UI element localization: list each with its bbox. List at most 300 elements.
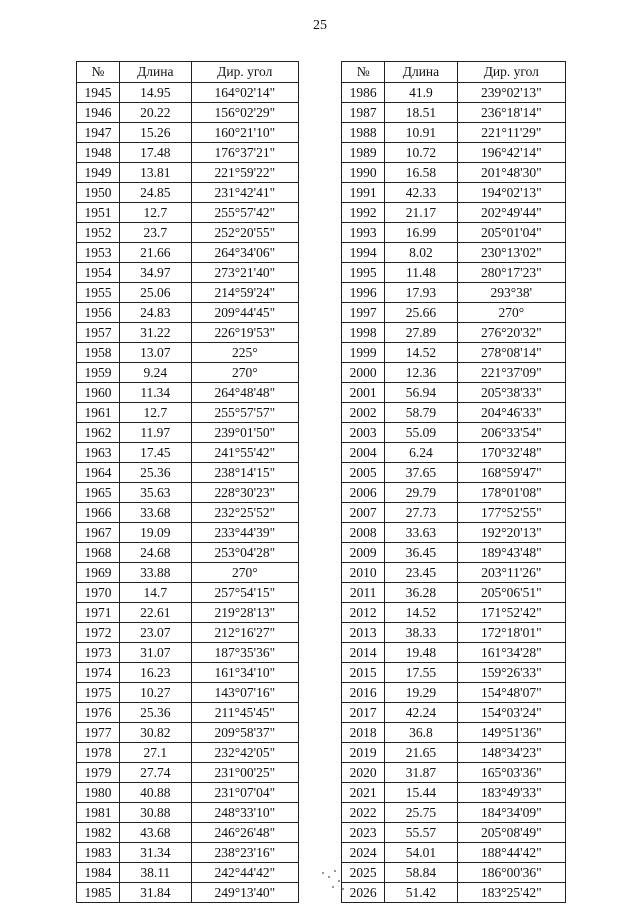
cell-number: 2025 [342,863,385,883]
cell-length: 10.27 [119,683,191,703]
cell-number: 1950 [77,183,120,203]
cell-length: 19.48 [385,643,457,663]
table-row [342,463,566,483]
cell-angle: 205°06'51" [457,583,565,603]
table-row [77,863,299,883]
table-row [77,563,299,583]
cell-number: 1947 [77,123,120,143]
table-row [77,663,299,683]
cell-length: 25.66 [385,303,457,323]
cell-length: 11.48 [385,263,457,283]
table-row [342,143,566,163]
cell-number: 1969 [77,563,120,583]
cell-angle: 196°42'14" [457,143,565,163]
cell-length: 27.89 [385,323,457,343]
cell-number: 1992 [342,203,385,223]
cell-length: 34.97 [119,263,191,283]
column-header-angle: Дир. угол [191,62,298,83]
cell-length: 13.81 [119,163,191,183]
cell-number: 1972 [77,623,120,643]
cell-length: 14.7 [119,583,191,603]
cell-number: 1956 [77,303,120,323]
cell-length: 12.7 [119,203,191,223]
table-row [77,583,299,603]
table-row [342,583,566,603]
cell-number: 1980 [77,783,120,803]
cell-angle: 264°48'48" [191,383,298,403]
cell-angle: 203°11'26" [457,563,565,583]
cell-length: 19.29 [385,683,457,703]
cell-angle: 161°34'10" [191,663,298,683]
table-row [77,843,299,863]
cell-length: 24.85 [119,183,191,203]
cell-angle: 194°02'13" [457,183,565,203]
cell-angle: 248°33'10" [191,803,298,823]
cell-number: 2002 [342,403,385,423]
cell-number: 2001 [342,383,385,403]
cell-length: 31.07 [119,643,191,663]
cell-angle: 280°17'23" [457,263,565,283]
table-row [342,543,566,563]
cell-length: 42.24 [385,703,457,723]
cell-length: 29.79 [385,483,457,503]
table-row [342,683,566,703]
column-header-number: № [77,62,120,83]
cell-number: 1958 [77,343,120,363]
cell-angle: 233°44'39" [191,523,298,543]
table-body-left [77,83,299,903]
cell-length: 30.82 [119,723,191,743]
cell-number: 1998 [342,323,385,343]
cell-angle: 154°03'24" [457,703,565,723]
table-header-row [342,62,566,83]
cell-length: 15.26 [119,123,191,143]
cell-angle: 164°02'14" [191,83,298,103]
table-row [77,603,299,623]
coordinates-table-left [76,61,299,903]
table-row [77,123,299,143]
table-row [342,743,566,763]
cell-number: 1977 [77,723,120,743]
cell-number: 2021 [342,783,385,803]
table-row [342,283,566,303]
cell-length: 21.65 [385,743,457,763]
cell-number: 2018 [342,723,385,743]
cell-length: 56.94 [385,383,457,403]
cell-number: 1974 [77,663,120,683]
cell-angle: 205°38'33" [457,383,565,403]
cell-length: 16.99 [385,223,457,243]
cell-number: 1971 [77,603,120,623]
cell-number: 1984 [77,863,120,883]
cell-number: 1973 [77,643,120,663]
scan-marks [318,866,354,896]
cell-angle: 221°37'09" [457,363,565,383]
cell-number: 1959 [77,363,120,383]
table-row [77,223,299,243]
table-row [77,283,299,303]
cell-length: 27.1 [119,743,191,763]
cell-angle: 246°26'48" [191,823,298,843]
cell-length: 58.84 [385,863,457,883]
table-row [77,763,299,783]
cell-number: 1976 [77,703,120,723]
table-row [342,503,566,523]
column-header-number: № [342,62,385,83]
cell-length: 17.55 [385,663,457,683]
table-row [77,463,299,483]
table-row [77,743,299,763]
cell-length: 35.63 [119,483,191,503]
cell-length: 31.34 [119,843,191,863]
table-row [342,823,566,843]
cell-number: 1970 [77,583,120,603]
cell-angle: 186°00'36" [457,863,565,883]
cell-angle: 184°34'09" [457,803,565,823]
table-row [77,163,299,183]
cell-number: 1957 [77,323,120,343]
cell-number: 2009 [342,543,385,563]
table-row [342,563,566,583]
cell-length: 33.88 [119,563,191,583]
cell-angle: 192°20'13" [457,523,565,543]
cell-angle: 159°26'33" [457,663,565,683]
cell-length: 6.24 [385,443,457,463]
table-row [77,883,299,903]
cell-length: 10.91 [385,123,457,143]
cell-angle: 187°35'36" [191,643,298,663]
cell-angle: 221°11'29" [457,123,565,143]
table-row [77,243,299,263]
cell-angle: 270° [191,363,298,383]
cell-angle: 225° [191,343,298,363]
cell-length: 33.63 [385,523,457,543]
cell-number: 2003 [342,423,385,443]
table-row [342,623,566,643]
cell-angle: 154°48'07" [457,683,565,703]
cell-number: 1961 [77,403,120,423]
table-row [342,643,566,663]
cell-angle: 183°25'42" [457,883,565,903]
cell-angle: 278°08'14" [457,343,565,363]
cell-angle: 252°20'55" [191,223,298,243]
table-row [77,363,299,383]
table-row [342,303,566,323]
cell-angle: 264°34'06" [191,243,298,263]
table-row [342,163,566,183]
table-row [77,503,299,523]
cell-angle: 149°51'36" [457,723,565,743]
table-row [77,143,299,163]
cell-number: 1983 [77,843,120,863]
cell-number: 2012 [342,603,385,623]
table-row [77,543,299,563]
table-row [342,763,566,783]
cell-number: 2026 [342,883,385,903]
cell-number: 1966 [77,503,120,523]
cell-number: 1989 [342,143,385,163]
cell-length: 21.66 [119,243,191,263]
cell-angle: 241°55'42" [191,443,298,463]
cell-length: 55.09 [385,423,457,443]
table-row [77,403,299,423]
cell-length: 24.68 [119,543,191,563]
cell-length: 38.11 [119,863,191,883]
cell-length: 36.8 [385,723,457,743]
cell-number: 2006 [342,483,385,503]
cell-angle: 249°13'40" [191,883,298,903]
cell-number: 1945 [77,83,120,103]
cell-angle: 189°43'48" [457,543,565,563]
cell-angle: 273°21'40" [191,263,298,283]
cell-angle: 238°23'16" [191,843,298,863]
cell-angle: 231°07'04" [191,783,298,803]
cell-number: 1952 [77,223,120,243]
cell-number: 1999 [342,343,385,363]
cell-number: 2016 [342,683,385,703]
cell-length: 33.68 [119,503,191,523]
cell-length: 17.93 [385,283,457,303]
cell-length: 17.45 [119,443,191,463]
cell-number: 2005 [342,463,385,483]
cell-length: 23.7 [119,223,191,243]
cell-length: 40.88 [119,783,191,803]
cell-angle: 183°49'33" [457,783,565,803]
table-row [77,103,299,123]
cell-angle: 226°19'53" [191,323,298,343]
table-row [342,383,566,403]
cell-number: 2008 [342,523,385,543]
cell-angle: 293°38' [457,283,565,303]
cell-angle: 255°57'42" [191,203,298,223]
column-header-length: Длина [385,62,457,83]
cell-angle: 276°20'32" [457,323,565,343]
page-number: 25 [313,18,327,33]
cell-length: 21.17 [385,203,457,223]
cell-length: 31.87 [385,763,457,783]
cell-angle: 177°52'55" [457,503,565,523]
table-row [342,323,566,343]
cell-length: 15.44 [385,783,457,803]
cell-number: 2022 [342,803,385,823]
cell-angle: 270° [191,563,298,583]
cell-length: 14.52 [385,603,457,623]
cell-number: 2015 [342,663,385,683]
table-row [77,443,299,463]
cell-number: 2013 [342,623,385,643]
cell-number: 1990 [342,163,385,183]
cell-length: 10.72 [385,143,457,163]
table-row [342,83,566,103]
cell-number: 1978 [77,743,120,763]
cell-angle: 212°16'27" [191,623,298,643]
table-row [77,203,299,223]
table-row [342,363,566,383]
cell-length: 13.07 [119,343,191,363]
table-row [342,883,566,903]
table-row [342,223,566,243]
cell-number: 1951 [77,203,120,223]
cell-length: 36.28 [385,583,457,603]
table-row [342,183,566,203]
table-row [342,123,566,143]
cell-angle: 221°59'22" [191,163,298,183]
cell-length: 17.48 [119,143,191,163]
table-header-row [77,62,299,83]
table-row [77,323,299,343]
cell-angle: 205°01'04" [457,223,565,243]
table-row [77,383,299,403]
cell-angle: 204°46'33" [457,403,565,423]
cell-number: 1967 [77,523,120,543]
cell-number: 1981 [77,803,120,823]
cell-length: 25.06 [119,283,191,303]
table-row [342,263,566,283]
cell-number: 2024 [342,843,385,863]
cell-angle: 201°48'30" [457,163,565,183]
cell-number: 1968 [77,543,120,563]
cell-angle: 231°42'41" [191,183,298,203]
cell-length: 25.36 [119,463,191,483]
cell-number: 1993 [342,223,385,243]
cell-number: 1948 [77,143,120,163]
cell-angle: 242°44'42" [191,863,298,883]
cell-length: 42.33 [385,183,457,203]
table-row [77,723,299,743]
table-row [342,803,566,823]
table-row [77,823,299,843]
cell-number: 1962 [77,423,120,443]
cell-number: 1965 [77,483,120,503]
cell-angle: 253°04'28" [191,543,298,563]
cell-number: 1963 [77,443,120,463]
cell-length: 12.7 [119,403,191,423]
coordinates-table-right [341,61,566,903]
table-body-right [342,83,566,903]
table-row [342,343,566,363]
cell-angle: 214°59'24" [191,283,298,303]
cell-length: 31.22 [119,323,191,343]
cell-angle: 170°32'48" [457,443,565,463]
cell-number: 1995 [342,263,385,283]
cell-number: 1986 [342,83,385,103]
cell-length: 54.01 [385,843,457,863]
cell-number: 2010 [342,563,385,583]
cell-number: 1997 [342,303,385,323]
table-row [342,103,566,123]
cell-angle: 206°33'54" [457,423,565,443]
cell-angle: 230°13'02" [457,243,565,263]
cell-length: 12.36 [385,363,457,383]
cell-angle: 209°44'45" [191,303,298,323]
cell-angle: 165°03'36" [457,763,565,783]
cell-number: 1964 [77,463,120,483]
table-row [77,523,299,543]
table-row [77,703,299,723]
cell-angle: 172°18'01" [457,623,565,643]
cell-number: 2023 [342,823,385,843]
cell-number: 1955 [77,283,120,303]
cell-length: 25.36 [119,703,191,723]
cell-length: 22.61 [119,603,191,623]
cell-angle: 255°57'57" [191,403,298,423]
table-row [342,443,566,463]
cell-number: 1994 [342,243,385,263]
cell-length: 24.83 [119,303,191,323]
cell-angle: 238°14'15" [191,463,298,483]
cell-angle: 219°28'13" [191,603,298,623]
cell-number: 1953 [77,243,120,263]
table-row [77,423,299,443]
cell-angle: 232°42'05" [191,743,298,763]
cell-number: 1946 [77,103,120,123]
cell-number: 2017 [342,703,385,723]
cell-number: 1949 [77,163,120,183]
cell-length: 27.73 [385,503,457,523]
cell-number: 2014 [342,643,385,663]
table-row [342,423,566,443]
table-row [342,243,566,263]
cell-angle: 211°45'45" [191,703,298,723]
cell-angle: 143°07'16" [191,683,298,703]
cell-length: 16.23 [119,663,191,683]
cell-number: 1982 [77,823,120,843]
cell-length: 55.57 [385,823,457,843]
cell-angle: 228°30'23" [191,483,298,503]
table-row [77,183,299,203]
table-row [342,203,566,223]
cell-length: 51.42 [385,883,457,903]
table-row [77,483,299,503]
cell-angle: 209°58'37" [191,723,298,743]
table-row [342,843,566,863]
cell-length: 14.95 [119,83,191,103]
table-row [77,803,299,823]
cell-number: 2011 [342,583,385,603]
cell-length: 43.68 [119,823,191,843]
cell-angle: 148°34'23" [457,743,565,763]
cell-number: 2007 [342,503,385,523]
cell-length: 16.58 [385,163,457,183]
cell-length: 23.45 [385,563,457,583]
cell-number: 2020 [342,763,385,783]
cell-length: 9.24 [119,363,191,383]
cell-number: 1954 [77,263,120,283]
table-row [342,603,566,623]
cell-number: 1985 [77,883,120,903]
cell-number: 2004 [342,443,385,463]
cell-angle: 239°02'13" [457,83,565,103]
cell-length: 18.51 [385,103,457,123]
cell-angle: 231°00'25" [191,763,298,783]
cell-length: 11.97 [119,423,191,443]
cell-length: 41.9 [385,83,457,103]
cell-length: 8.02 [385,243,457,263]
table-row [77,623,299,643]
cell-angle: 188°44'42" [457,843,565,863]
table-row [77,263,299,283]
cell-angle: 202°49'44" [457,203,565,223]
cell-angle: 270° [457,303,565,323]
cell-angle: 205°08'49" [457,823,565,843]
table-row [77,643,299,663]
table-row [342,483,566,503]
cell-length: 27.74 [119,763,191,783]
table-row [342,863,566,883]
cell-number: 1987 [342,103,385,123]
column-header-angle: Дир. угол [457,62,565,83]
cell-angle: 178°01'08" [457,483,565,503]
